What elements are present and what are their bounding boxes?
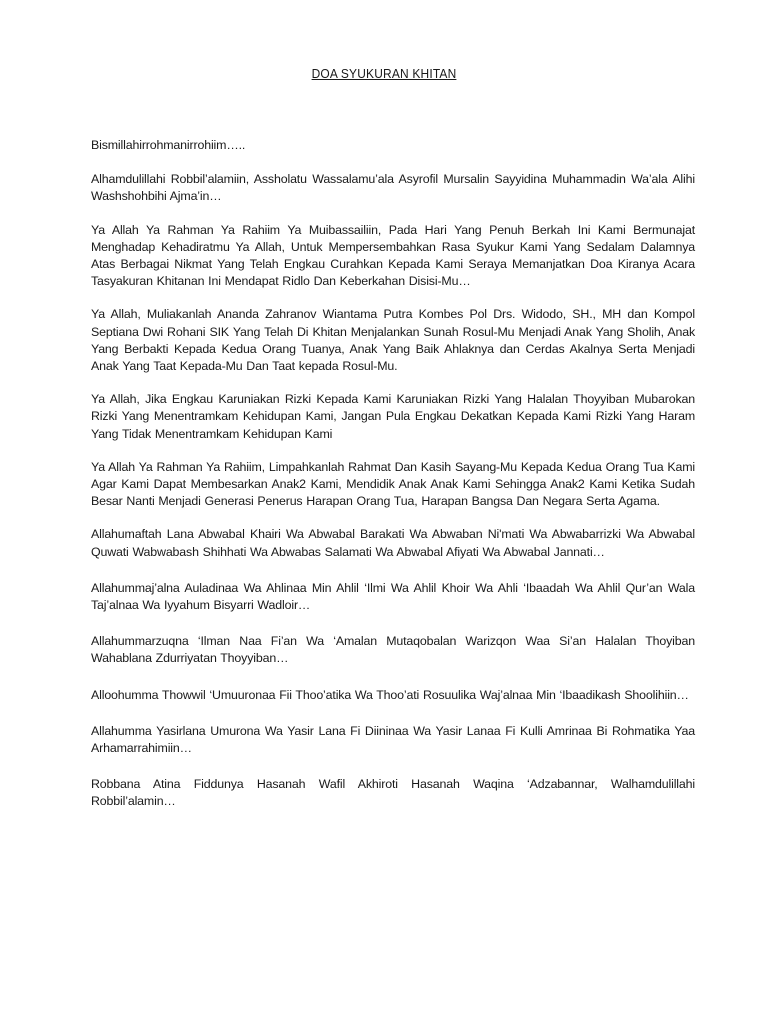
paragraph-munajat: Ya Allah Ya Rahman Ya Rahiim Ya Muibassailiin, Pada Hari Yang Penuh Berkah Ini Kami Bermunajat Menghadap Kehadiratmu Ya Allah, Untuk Mempersembahkan Rasa Syukur Kami Yang Sedalam Dalamnya Atas Berbagai Nikmat Yang Telah Engkau Curahkan Kepada Kami Seraya Memanjatkan Doa Kiranya Acara Tasyakuran Khitanan Ini Mendapat Ridlo Dan Keberkahan Disisi-Mu…: [91, 222, 695, 289]
paragraph-robbana: Robbana Atina Fiddunya Hasanah Wafil Akhiroti Hasanah Waqina ‘Adzabannar, Walhamdulillahi Robbil’alamin…: [91, 777, 695, 809]
paragraph-parents: Ya Allah Ya Rahman Ya Rahiim, Limpahkanlah Rahmat Dan Kasih Sayang-Mu Kepada Kedua Orang Tua Kami Agar Kami Dapat Membesarkan Anak2 Kami, Mendidik Anak Anak Kami Sehingga Anak2 Kami Ketika Sudah Besar Nanti Menjadi Generasi Penerus Harapan Orang Tua, Harapan Bangsa Dan Negara Serta Agama.: [91, 459, 695, 509]
paragraph-yasirlana: Allahumma Yasirlana Umurona Wa Yasir Lana Fi Diininaa Wa Yasir Lanaa Fi Kulli Amrinaa Bi Rohmatika Yaa Arhamarrahimiin…: [91, 723, 695, 756]
paragraph-child-prayer: Ya Allah, Muliakanlah Ananda Zahranov Wiantama Putra Kombes Pol Drs. Widodo, SH., MH dan Kompol Septiana Dwi Rohani SIK Yang Telah Di Khitan Menjalankan Sunah Rosul-Mu Menjadi Anak Yang Sholih, Anak Yang Berbakti Kepada Kedua Orang Tuanya, Anak Yang Baik Ahlaknya dan Cerdas Akalnya Serta Menjadi Anak Yang Taat Kepada-Mu Dan Taat kepada Rosul-Mu.: [91, 307, 695, 374]
document-body: [91, 137, 695, 827]
paragraph-hamdalah: Alhamdulillahi Robbil’alamiin, Assholatu Wassalamu’ala Asyrofil Mursalin Sayyidina Muhammadin Wa’ala Alihi Washshohbihi Ajma’in…: [91, 172, 695, 204]
paragraph-rizki: Ya Allah, Jika Engkau Karuniakan Rizki Kepada Kami Karuniakan Rizki Yang Halalan Thoyyiban Mubarokan Rizki Yang Menentramkam Kehidupan Kami, Jangan Pula Engkau Dekatkan Kepada Kami Rizki Yang Haram Yang Tidak Menentramkam Kehidupan Kami: [91, 392, 695, 441]
paragraph-thowwil: Alloohumma Thowwil ‘Umuuronaa Fii Thoo’atika Wa Thoo’ati Rosuulika Waj’alnaa Min ‘Ibaadikash Shoolihiin…: [91, 687, 689, 702]
paragraph-bismillah: Bismillahirrohmanirrohiim…..: [91, 138, 246, 152]
document-title: DOA SYUKURAN KHITAN: [311, 66, 457, 81]
paragraph-ilman-nafian: Allahummarzuqna ‘Ilman Naa Fi’an Wa ‘Amalan Mutaqobalan Warizqon Waa Si’an Halalan Thoyiban Wahablana Zdurriyatan Thoyyiban…: [91, 634, 695, 666]
paragraph-allahumaftah: Allahumaftah Lana Abwabal Khairi Wa Abwabal Barakati Wa Abwaban Ni'mati Wa Abwabarrizki Wa Abwabal Quwati Wabwabash Shihhati Wa Abwabas Salamati Wa Abwabal Afiyati Wa Abwabal Jannati…: [91, 527, 695, 559]
paragraph-auladina: Allahummaj’alna Auladinaa Wa Ahlinaa Min Ahlil ‘Ilmi Wa Ahlil Khoir Wa Ahli ‘Ibaadah Wa Ahlil Qur’an Wala Taj’alnaa Wa Iyyahum Bisyarri Wadloir…: [91, 580, 695, 613]
